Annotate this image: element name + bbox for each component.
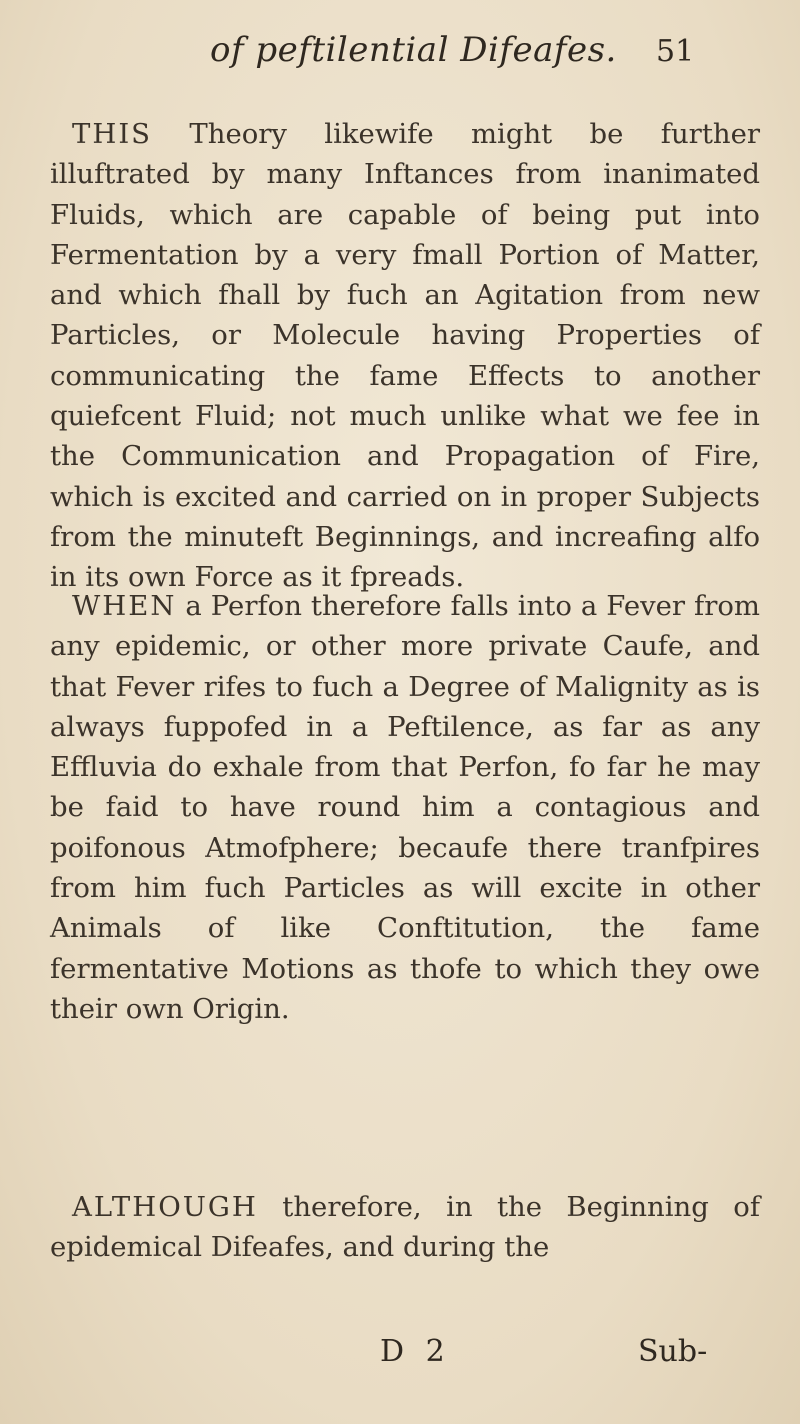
running-title: of peftilential Difeafes. — [210, 30, 617, 70]
paragraph-text: a Perfon therefore falls into a Fever from any epidemic, or other more private Caufe, and that Fever rifes to fuch a Degree of Malignity as is always fuppofed in a Peftilence, as far as any Effluvia do exhale from that Perfon, fo far he may be faid to have round him a contagious and poifonous Atmofphere; becaufe there tranfpires from him fuch Particles as will excite in other Animals of like Conftitution, the fame fermentative Motions as thofe to which they owe their own Origin. — [50, 590, 760, 1025]
paragraph-theory — [50, 114, 760, 598]
paragraph-although — [50, 1187, 760, 1268]
signature-mark: D 2 — [380, 1334, 451, 1369]
catchword: Sub- — [638, 1334, 708, 1369]
paragraph-fever — [50, 586, 760, 1029]
paragraph-lead-word: THIS — [72, 118, 153, 150]
page-number: 51 — [656, 34, 695, 69]
page-header — [0, 22, 800, 82]
paragraph-lead-word: WHEN — [72, 590, 177, 622]
paragraph-text: therefore, in the Beginning of epidemical Difeafes, and during the — [50, 1191, 760, 1264]
paragraph-lead-word: ALTHOUGH — [72, 1191, 258, 1223]
paragraph-text: Theory likewife might be further illuftrated by many Inftances from inanimated Fluids, which are capable of being put into Fermentation by a very fmall Portion of Matter, and which fhall by fuch an Agitation from new Particles, or Molecule having Properties of communicating the fame Effects to another quiefcent Fluid; not much unlike what we fee in the Communication and Propagation of Fire, which is excited and carried on in proper Subjects from the minuteft Beginnings, and increafing alfo in its own Force as it fpreads. — [50, 118, 760, 594]
page-footer — [0, 1334, 800, 1384]
